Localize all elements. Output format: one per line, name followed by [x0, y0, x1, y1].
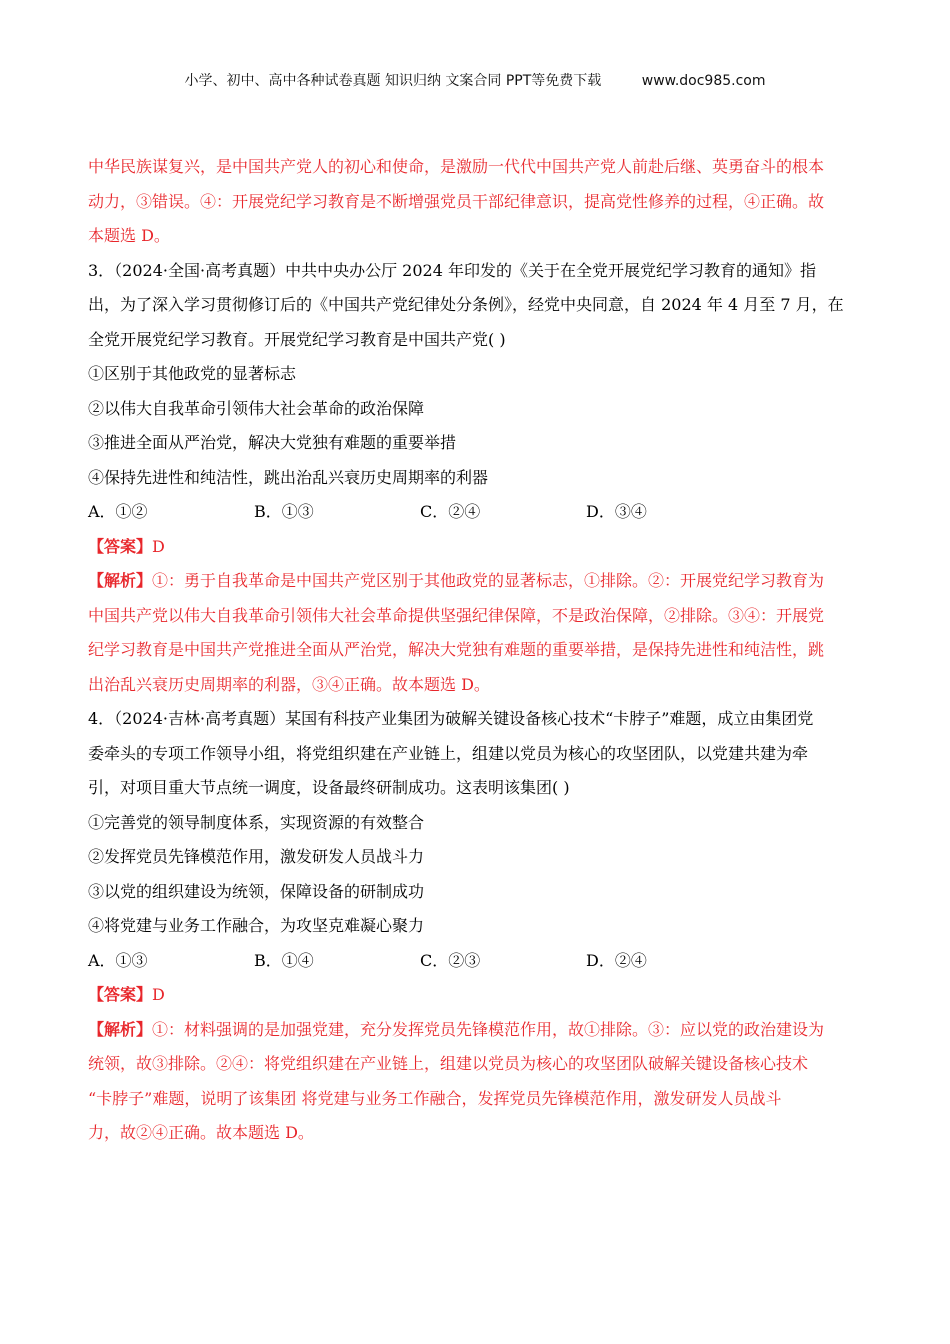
analysis-label: 【解析】 — [88, 1019, 153, 1039]
question-stem-line: 全党开展党纪学习教育。开展党纪学习教育是中国共产党( ) — [88, 329, 506, 349]
document-body — [88, 150, 864, 1151]
answer-options — [88, 944, 864, 979]
text-line: 本题选 D。 — [88, 226, 170, 245]
analysis-label: 【解析】 — [88, 571, 153, 590]
analysis-text: ①：勇于自我革命是中国共产党区别于其他政党的显著标志，①排除。②：开展党纪学习教育为 — [152, 571, 825, 590]
statement-item: ①区别于其他政党的显著标志 — [88, 364, 297, 383]
analysis-line: 中国共产党以伟大自我革命引领伟大社会革命提供坚强纪律保障，不是政治保障，②排除。③④：开展党 — [88, 605, 825, 625]
question-stem-line: 出，为了深入学习贯彻修订后的《中国共产党纪律处分条例》，经党中央同意，自 2024 年 4 月至 7 月，在 — [88, 295, 844, 314]
text-line: 动力，③错误。④：开展党纪学习教育是不断增强党员干部纪律意识，提高党性修养的过程，④正确。故 — [88, 191, 825, 211]
header-text: 小学、初中、高中各种试卷真题 知识归纳 文案合同 PPT等免费下载 — [184, 73, 602, 89]
previous-analysis-continuation — [88, 150, 864, 254]
option-a: A．①② — [88, 502, 148, 521]
question-stem-line: 引，对项目重大节点统一调度，设备最终研制成功。这表明该集团( ) — [88, 778, 570, 797]
answer-label: 【答案】 — [88, 536, 153, 556]
statement-item: ②以伟大自我革命引领伟大社会革命的政治保障 — [88, 398, 425, 418]
analysis — [88, 564, 864, 702]
option-d: D．③④ — [586, 502, 647, 521]
header-site: www.doc985.com — [641, 73, 766, 89]
answer-label: 【答案】 — [88, 985, 153, 1004]
statement-item: ④保持先进性和纯洁性，跳出治乱兴衰历史周期率的利器 — [88, 467, 489, 487]
answer-line — [88, 530, 864, 565]
statement-item: ③以党的组织建设为统领，保障设备的研制成功 — [88, 881, 425, 901]
page-header — [0, 70, 950, 90]
option-b: B．①③ — [254, 502, 314, 521]
question-stem-line: 3．（2024·全国·高考真题）中共中央办公厅 2024 年印发的《关于在全党开展党纪学习教育的通知》指 — [88, 260, 816, 280]
analysis-line — [88, 564, 864, 599]
option-b: B．①④ — [254, 950, 314, 970]
statement-item: ①完善党的领导制度体系，实现资源的有效整合 — [88, 812, 425, 832]
question-stem-line: 4．（2024·吉林·高考真题）某国有科技产业集团为破解关键设备核心技术“卡脖子”难题，成立由集团党 — [88, 709, 814, 728]
question-4 — [88, 702, 864, 1151]
option-a: A．①③ — [88, 950, 148, 970]
answer-line — [88, 978, 864, 1013]
option-c: C．②④ — [420, 502, 481, 521]
analysis-line: 出治乱兴衰历史周期率的利器，③④正确。故本题选 D。 — [88, 674, 490, 694]
answer-value: D — [152, 536, 165, 556]
question-3 — [88, 254, 864, 703]
analysis-line: 力，故②④正确。故本题选 D。 — [88, 1123, 314, 1142]
text-line: 中华民族谋复兴，是中国共产党人的初心和使命，是激励一代代中国共产党人前赴后继、英勇奋斗的根本 — [88, 157, 825, 176]
analysis-line: “卡脖子”难题，说明了该集团 将党建与业务工作融合，发挥党员先锋模范作用，激发研发人员战斗 — [88, 1088, 782, 1108]
question-stem-line: 委牵头的专项工作领导小组，将党组织建在产业链上，组建以党员为核心的攻坚团队，以党建共建为牵 — [88, 743, 809, 763]
analysis-line — [88, 1013, 864, 1048]
analysis-text: ①：材料强调的是加强党建，充分发挥党员先锋模范作用，故①排除。③：应以党的政治建设为 — [152, 1019, 825, 1039]
option-d: D．②④ — [586, 950, 647, 970]
analysis — [88, 1013, 864, 1151]
option-c: C．②③ — [420, 950, 481, 970]
analysis-line: 纪学习教育是中国共产党推进全面从严治党，解决大党独有难题的重要举措，是保持先进性和纯洁性，跳 — [88, 640, 825, 659]
statement-item: ③推进全面从严治党，解决大党独有难题的重要举措 — [88, 433, 457, 452]
answer-options — [88, 495, 864, 530]
statement-item: ④将党建与业务工作融合，为攻坚克难凝心聚力 — [88, 916, 425, 935]
statement-item: ②发挥党员先锋模范作用，激发研发人员战斗力 — [88, 847, 425, 866]
analysis-line: 统领，故③排除。②④：将党组织建在产业链上，组建以党员为核心的攻坚团队破解关键设备核心技术 — [88, 1054, 809, 1073]
answer-value: D — [152, 985, 165, 1004]
